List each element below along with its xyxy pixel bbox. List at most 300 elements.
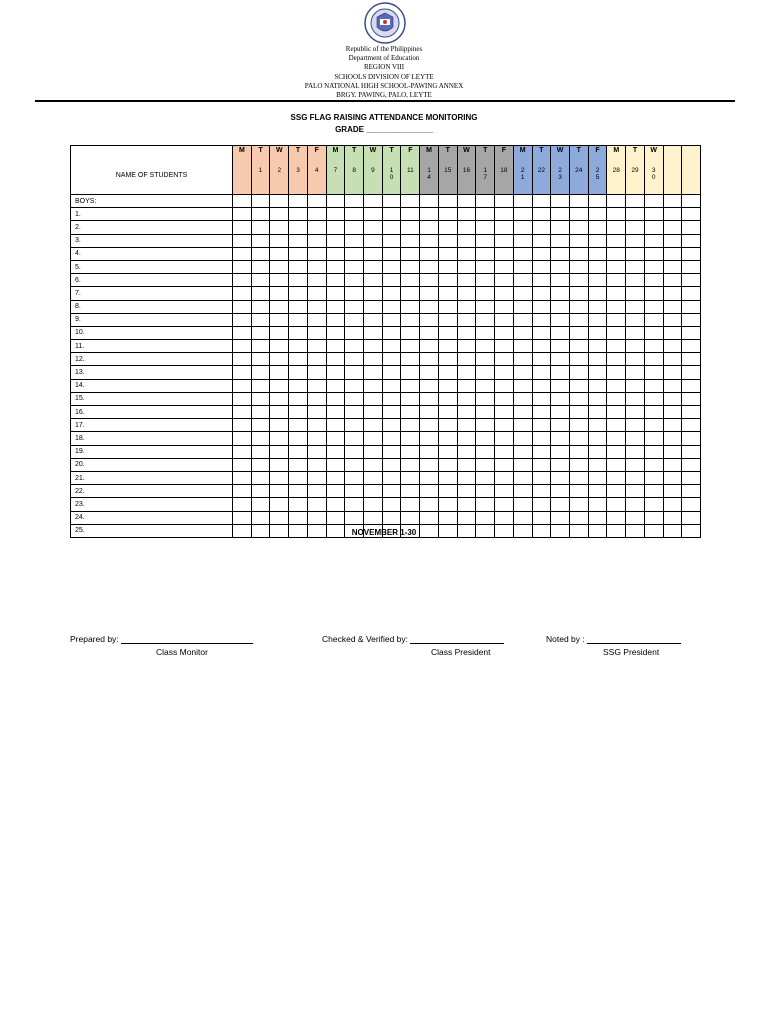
attendance-cell[interactable] <box>364 445 383 458</box>
attendance-cell[interactable] <box>626 432 645 445</box>
attendance-cell[interactable] <box>663 445 682 458</box>
attendance-cell[interactable] <box>663 366 682 379</box>
attendance-cell[interactable] <box>551 260 570 273</box>
student-name-cell[interactable]: 13. <box>71 366 233 379</box>
attendance-cell[interactable] <box>513 406 532 419</box>
attendance-cell[interactable] <box>289 274 308 287</box>
attendance-cell[interactable] <box>251 221 270 234</box>
attendance-cell[interactable] <box>569 511 588 524</box>
attendance-cell[interactable] <box>682 379 701 392</box>
attendance-cell[interactable] <box>588 287 607 300</box>
attendance-cell[interactable] <box>644 471 663 484</box>
attendance-cell[interactable] <box>251 366 270 379</box>
attendance-cell[interactable] <box>663 287 682 300</box>
attendance-cell[interactable] <box>438 498 457 511</box>
attendance-cell[interactable] <box>551 287 570 300</box>
attendance-cell[interactable] <box>382 392 401 405</box>
attendance-cell[interactable] <box>682 432 701 445</box>
attendance-cell[interactable] <box>233 260 252 273</box>
attendance-cell[interactable] <box>551 458 570 471</box>
attendance-cell[interactable] <box>532 498 551 511</box>
attendance-cell[interactable] <box>663 247 682 260</box>
attendance-cell[interactable] <box>289 379 308 392</box>
attendance-cell[interactable] <box>682 419 701 432</box>
attendance-cell[interactable] <box>513 485 532 498</box>
attendance-cell[interactable] <box>270 287 289 300</box>
attendance-cell[interactable] <box>588 353 607 366</box>
attendance-cell[interactable] <box>270 511 289 524</box>
attendance-cell[interactable] <box>513 340 532 353</box>
attendance-cell[interactable] <box>364 498 383 511</box>
attendance-cell[interactable] <box>588 432 607 445</box>
attendance-cell[interactable] <box>476 511 495 524</box>
attendance-cell[interactable] <box>682 471 701 484</box>
attendance-cell[interactable] <box>663 353 682 366</box>
attendance-cell[interactable] <box>289 287 308 300</box>
student-name-cell[interactable]: 18. <box>71 432 233 445</box>
attendance-cell[interactable] <box>270 485 289 498</box>
attendance-cell[interactable] <box>438 366 457 379</box>
attendance-cell[interactable] <box>476 247 495 260</box>
attendance-cell[interactable] <box>401 208 420 221</box>
attendance-cell[interactable] <box>401 458 420 471</box>
attendance-cell[interactable] <box>588 300 607 313</box>
attendance-cell[interactable] <box>438 511 457 524</box>
attendance-cell[interactable] <box>682 511 701 524</box>
attendance-cell[interactable] <box>307 300 326 313</box>
attendance-cell[interactable] <box>513 366 532 379</box>
attendance-cell[interactable] <box>401 313 420 326</box>
attendance-cell[interactable] <box>364 406 383 419</box>
attendance-cell[interactable] <box>607 379 626 392</box>
attendance-cell[interactable] <box>457 379 476 392</box>
attendance-cell[interactable] <box>251 208 270 221</box>
attendance-cell[interactable] <box>364 234 383 247</box>
attendance-cell[interactable] <box>551 419 570 432</box>
attendance-cell[interactable] <box>251 353 270 366</box>
attendance-cell[interactable] <box>307 485 326 498</box>
attendance-cell[interactable] <box>682 260 701 273</box>
attendance-cell[interactable] <box>420 366 439 379</box>
attendance-cell[interactable] <box>420 406 439 419</box>
attendance-cell[interactable] <box>532 260 551 273</box>
attendance-cell[interactable] <box>588 379 607 392</box>
student-name-cell[interactable]: 20. <box>71 458 233 471</box>
attendance-cell[interactable] <box>345 406 364 419</box>
attendance-cell[interactable] <box>607 366 626 379</box>
attendance-cell[interactable] <box>607 392 626 405</box>
attendance-cell[interactable] <box>626 445 645 458</box>
attendance-cell[interactable] <box>663 485 682 498</box>
attendance-cell[interactable] <box>569 458 588 471</box>
attendance-cell[interactable] <box>588 366 607 379</box>
attendance-cell[interactable] <box>495 313 514 326</box>
attendance-cell[interactable] <box>307 234 326 247</box>
attendance-cell[interactable] <box>495 379 514 392</box>
attendance-cell[interactable] <box>270 406 289 419</box>
attendance-cell[interactable] <box>420 260 439 273</box>
attendance-cell[interactable] <box>364 287 383 300</box>
attendance-cell[interactable] <box>569 260 588 273</box>
attendance-cell[interactable] <box>607 406 626 419</box>
attendance-cell[interactable] <box>438 445 457 458</box>
attendance-cell[interactable] <box>663 195 682 208</box>
attendance-cell[interactable] <box>270 366 289 379</box>
attendance-cell[interactable] <box>607 458 626 471</box>
attendance-cell[interactable] <box>644 511 663 524</box>
attendance-cell[interactable] <box>644 221 663 234</box>
attendance-cell[interactable] <box>569 313 588 326</box>
attendance-cell[interactable] <box>401 485 420 498</box>
attendance-cell[interactable] <box>251 406 270 419</box>
attendance-cell[interactable] <box>644 458 663 471</box>
attendance-cell[interactable] <box>270 379 289 392</box>
attendance-cell[interactable] <box>682 340 701 353</box>
attendance-cell[interactable] <box>233 340 252 353</box>
attendance-cell[interactable] <box>420 208 439 221</box>
attendance-cell[interactable] <box>588 445 607 458</box>
attendance-cell[interactable] <box>663 432 682 445</box>
attendance-cell[interactable] <box>382 511 401 524</box>
attendance-cell[interactable] <box>476 300 495 313</box>
attendance-cell[interactable] <box>513 445 532 458</box>
attendance-cell[interactable] <box>569 498 588 511</box>
attendance-cell[interactable] <box>626 458 645 471</box>
attendance-cell[interactable] <box>307 379 326 392</box>
attendance-cell[interactable] <box>438 208 457 221</box>
attendance-cell[interactable] <box>476 392 495 405</box>
attendance-cell[interactable] <box>233 432 252 445</box>
attendance-cell[interactable] <box>382 353 401 366</box>
attendance-cell[interactable] <box>326 458 345 471</box>
attendance-cell[interactable] <box>401 234 420 247</box>
attendance-cell[interactable] <box>626 208 645 221</box>
attendance-cell[interactable] <box>289 313 308 326</box>
attendance-cell[interactable] <box>326 379 345 392</box>
attendance-cell[interactable] <box>513 234 532 247</box>
attendance-cell[interactable] <box>644 366 663 379</box>
attendance-cell[interactable] <box>551 326 570 339</box>
attendance-cell[interactable] <box>495 340 514 353</box>
attendance-cell[interactable] <box>382 485 401 498</box>
attendance-cell[interactable] <box>644 353 663 366</box>
attendance-cell[interactable] <box>607 353 626 366</box>
attendance-cell[interactable] <box>532 511 551 524</box>
attendance-cell[interactable] <box>644 208 663 221</box>
attendance-cell[interactable] <box>401 445 420 458</box>
attendance-cell[interactable] <box>307 445 326 458</box>
attendance-cell[interactable] <box>457 511 476 524</box>
attendance-cell[interactable] <box>663 471 682 484</box>
attendance-cell[interactable] <box>626 326 645 339</box>
attendance-cell[interactable] <box>644 445 663 458</box>
attendance-cell[interactable] <box>476 326 495 339</box>
attendance-cell[interactable] <box>569 419 588 432</box>
attendance-cell[interactable] <box>644 419 663 432</box>
attendance-cell[interactable] <box>663 221 682 234</box>
attendance-cell[interactable] <box>682 458 701 471</box>
attendance-cell[interactable] <box>326 392 345 405</box>
attendance-cell[interactable] <box>626 366 645 379</box>
student-name-cell[interactable]: 16. <box>71 406 233 419</box>
attendance-cell[interactable] <box>251 485 270 498</box>
attendance-cell[interactable] <box>551 392 570 405</box>
attendance-cell[interactable] <box>307 432 326 445</box>
attendance-cell[interactable] <box>307 208 326 221</box>
attendance-cell[interactable] <box>401 498 420 511</box>
attendance-cell[interactable] <box>345 392 364 405</box>
attendance-cell[interactable] <box>364 221 383 234</box>
attendance-cell[interactable] <box>289 340 308 353</box>
attendance-cell[interactable] <box>420 353 439 366</box>
attendance-cell[interactable] <box>513 313 532 326</box>
attendance-cell[interactable] <box>457 260 476 273</box>
attendance-cell[interactable] <box>588 313 607 326</box>
attendance-cell[interactable] <box>644 379 663 392</box>
attendance-cell[interactable] <box>420 511 439 524</box>
attendance-cell[interactable] <box>532 419 551 432</box>
attendance-cell[interactable] <box>289 511 308 524</box>
attendance-cell[interactable] <box>607 287 626 300</box>
attendance-cell[interactable] <box>663 406 682 419</box>
attendance-cell[interactable] <box>270 392 289 405</box>
attendance-cell[interactable] <box>495 445 514 458</box>
attendance-cell[interactable] <box>289 419 308 432</box>
attendance-cell[interactable] <box>270 208 289 221</box>
attendance-cell[interactable] <box>270 498 289 511</box>
attendance-cell[interactable] <box>345 313 364 326</box>
attendance-cell[interactable] <box>663 326 682 339</box>
attendance-cell[interactable] <box>420 234 439 247</box>
attendance-cell[interactable] <box>457 498 476 511</box>
attendance-cell[interactable] <box>532 274 551 287</box>
attendance-cell[interactable] <box>663 392 682 405</box>
attendance-cell[interactable] <box>476 485 495 498</box>
attendance-cell[interactable] <box>438 340 457 353</box>
attendance-cell[interactable] <box>682 445 701 458</box>
attendance-cell[interactable] <box>289 392 308 405</box>
attendance-cell[interactable] <box>513 458 532 471</box>
attendance-cell[interactable] <box>569 432 588 445</box>
attendance-cell[interactable] <box>364 313 383 326</box>
attendance-cell[interactable] <box>663 498 682 511</box>
attendance-cell[interactable] <box>644 274 663 287</box>
attendance-cell[interactable] <box>569 353 588 366</box>
attendance-cell[interactable] <box>607 340 626 353</box>
attendance-cell[interactable] <box>438 326 457 339</box>
attendance-cell[interactable] <box>626 221 645 234</box>
student-name-cell[interactable]: 15. <box>71 392 233 405</box>
attendance-cell[interactable] <box>345 195 364 208</box>
attendance-cell[interactable] <box>251 392 270 405</box>
attendance-cell[interactable] <box>626 300 645 313</box>
attendance-cell[interactable] <box>420 195 439 208</box>
attendance-cell[interactable] <box>551 208 570 221</box>
attendance-cell[interactable] <box>307 195 326 208</box>
attendance-cell[interactable] <box>457 287 476 300</box>
attendance-cell[interactable] <box>364 195 383 208</box>
attendance-cell[interactable] <box>345 353 364 366</box>
attendance-cell[interactable] <box>513 208 532 221</box>
attendance-cell[interactable] <box>476 313 495 326</box>
attendance-cell[interactable] <box>420 392 439 405</box>
attendance-cell[interactable] <box>270 313 289 326</box>
attendance-cell[interactable] <box>233 366 252 379</box>
attendance-cell[interactable] <box>233 353 252 366</box>
attendance-cell[interactable] <box>532 379 551 392</box>
attendance-cell[interactable] <box>233 419 252 432</box>
attendance-cell[interactable] <box>326 247 345 260</box>
attendance-cell[interactable] <box>345 274 364 287</box>
attendance-cell[interactable] <box>476 274 495 287</box>
student-name-cell[interactable]: 4. <box>71 247 233 260</box>
attendance-cell[interactable] <box>289 300 308 313</box>
attendance-cell[interactable] <box>682 247 701 260</box>
attendance-cell[interactable] <box>251 498 270 511</box>
attendance-cell[interactable] <box>289 353 308 366</box>
attendance-cell[interactable] <box>233 247 252 260</box>
attendance-cell[interactable] <box>382 274 401 287</box>
attendance-cell[interactable] <box>551 471 570 484</box>
attendance-cell[interactable] <box>307 353 326 366</box>
student-name-cell[interactable]: 2. <box>71 221 233 234</box>
attendance-cell[interactable] <box>644 485 663 498</box>
attendance-cell[interactable] <box>644 326 663 339</box>
attendance-cell[interactable] <box>476 445 495 458</box>
attendance-cell[interactable] <box>345 511 364 524</box>
attendance-cell[interactable] <box>626 406 645 419</box>
attendance-cell[interactable] <box>551 300 570 313</box>
attendance-cell[interactable] <box>420 419 439 432</box>
attendance-cell[interactable] <box>401 274 420 287</box>
attendance-cell[interactable] <box>607 485 626 498</box>
attendance-cell[interactable] <box>233 195 252 208</box>
attendance-cell[interactable] <box>364 471 383 484</box>
attendance-cell[interactable] <box>495 392 514 405</box>
attendance-cell[interactable] <box>513 326 532 339</box>
attendance-cell[interactable] <box>289 326 308 339</box>
attendance-cell[interactable] <box>644 406 663 419</box>
attendance-cell[interactable] <box>663 458 682 471</box>
attendance-cell[interactable] <box>569 471 588 484</box>
attendance-cell[interactable] <box>457 432 476 445</box>
attendance-cell[interactable] <box>270 353 289 366</box>
attendance-cell[interactable] <box>326 366 345 379</box>
attendance-cell[interactable] <box>588 419 607 432</box>
student-name-cell[interactable]: 3. <box>71 234 233 247</box>
attendance-cell[interactable] <box>551 313 570 326</box>
attendance-cell[interactable] <box>233 485 252 498</box>
attendance-cell[interactable] <box>382 195 401 208</box>
attendance-cell[interactable] <box>495 485 514 498</box>
attendance-cell[interactable] <box>457 234 476 247</box>
attendance-cell[interactable] <box>569 195 588 208</box>
attendance-cell[interactable] <box>588 234 607 247</box>
attendance-cell[interactable] <box>270 458 289 471</box>
attendance-cell[interactable] <box>307 287 326 300</box>
attendance-cell[interactable] <box>307 221 326 234</box>
attendance-cell[interactable] <box>457 485 476 498</box>
attendance-cell[interactable] <box>307 366 326 379</box>
attendance-cell[interactable] <box>513 300 532 313</box>
attendance-cell[interactable] <box>307 406 326 419</box>
attendance-cell[interactable] <box>569 366 588 379</box>
attendance-cell[interactable] <box>251 274 270 287</box>
attendance-cell[interactable] <box>233 406 252 419</box>
attendance-cell[interactable] <box>626 260 645 273</box>
attendance-cell[interactable] <box>420 471 439 484</box>
student-name-cell[interactable]: 21. <box>71 471 233 484</box>
attendance-cell[interactable] <box>607 471 626 484</box>
attendance-cell[interactable] <box>644 260 663 273</box>
attendance-cell[interactable] <box>607 274 626 287</box>
attendance-cell[interactable] <box>364 300 383 313</box>
attendance-cell[interactable] <box>495 234 514 247</box>
attendance-cell[interactable] <box>457 366 476 379</box>
attendance-cell[interactable] <box>476 419 495 432</box>
attendance-cell[interactable] <box>513 221 532 234</box>
attendance-cell[interactable] <box>476 406 495 419</box>
attendance-cell[interactable] <box>476 221 495 234</box>
attendance-cell[interactable] <box>513 287 532 300</box>
attendance-cell[interactable] <box>532 485 551 498</box>
attendance-cell[interactable] <box>289 366 308 379</box>
attendance-cell[interactable] <box>476 340 495 353</box>
student-name-cell[interactable]: 9. <box>71 313 233 326</box>
attendance-cell[interactable] <box>532 247 551 260</box>
attendance-cell[interactable] <box>644 340 663 353</box>
attendance-cell[interactable] <box>289 471 308 484</box>
student-name-cell[interactable]: 8. <box>71 300 233 313</box>
attendance-cell[interactable] <box>513 432 532 445</box>
attendance-cell[interactable] <box>364 458 383 471</box>
attendance-cell[interactable] <box>364 340 383 353</box>
attendance-cell[interactable] <box>476 432 495 445</box>
attendance-cell[interactable] <box>270 432 289 445</box>
attendance-cell[interactable] <box>682 498 701 511</box>
attendance-cell[interactable] <box>532 353 551 366</box>
attendance-cell[interactable] <box>382 379 401 392</box>
attendance-cell[interactable] <box>551 353 570 366</box>
attendance-cell[interactable] <box>270 445 289 458</box>
attendance-cell[interactable] <box>663 419 682 432</box>
attendance-cell[interactable] <box>569 445 588 458</box>
attendance-cell[interactable] <box>307 274 326 287</box>
attendance-cell[interactable] <box>607 195 626 208</box>
attendance-cell[interactable] <box>420 274 439 287</box>
attendance-cell[interactable] <box>326 234 345 247</box>
attendance-cell[interactable] <box>644 498 663 511</box>
attendance-cell[interactable] <box>532 300 551 313</box>
attendance-cell[interactable] <box>233 392 252 405</box>
attendance-cell[interactable] <box>251 287 270 300</box>
attendance-cell[interactable] <box>551 406 570 419</box>
attendance-cell[interactable] <box>233 234 252 247</box>
attendance-cell[interactable] <box>364 432 383 445</box>
attendance-cell[interactable] <box>345 498 364 511</box>
attendance-cell[interactable] <box>420 445 439 458</box>
attendance-cell[interactable] <box>607 234 626 247</box>
attendance-cell[interactable] <box>476 195 495 208</box>
attendance-cell[interactable] <box>345 234 364 247</box>
attendance-cell[interactable] <box>364 392 383 405</box>
attendance-cell[interactable] <box>457 326 476 339</box>
attendance-cell[interactable] <box>438 419 457 432</box>
attendance-cell[interactable] <box>626 485 645 498</box>
attendance-cell[interactable] <box>420 221 439 234</box>
attendance-cell[interactable] <box>513 247 532 260</box>
attendance-cell[interactable] <box>289 221 308 234</box>
